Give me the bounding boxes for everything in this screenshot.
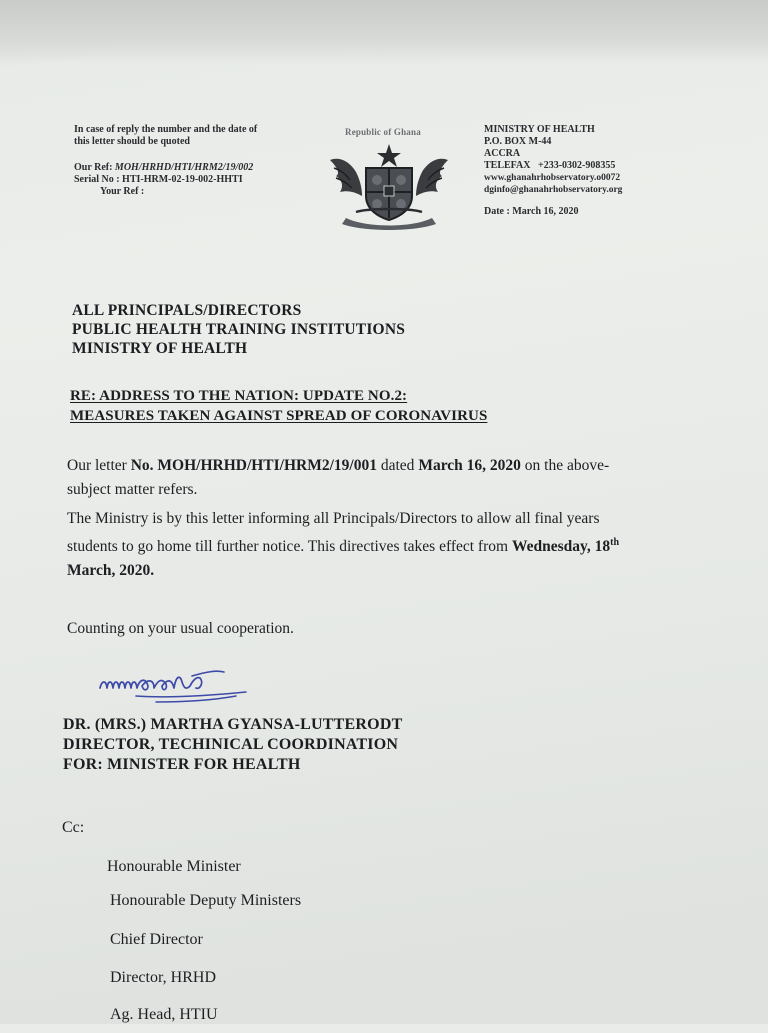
effective-day: Wednesday, 18 [511,538,611,556]
your-ref-label: Your Ref : [100,186,145,197]
text-run: on the above- [520,457,610,474]
text-run: dated [376,457,419,474]
body-paragraph-2 [67,507,667,583]
addressee-line: PUBLIC HEALTH TRAINING INSTITUTIONS [72,321,406,338]
date-value: March 16, 2020 [512,206,579,217]
ministry-name: MINISTRY OF HEALTH [484,124,595,135]
subject-line: RE: ADDRESS TO THE NATION: UPDATE NO.2: [70,388,408,404]
serial-no [74,174,257,186]
email: dginfo@ghanahrhobservatory.org [484,185,623,195]
reference-date: March 16, 2020 [418,457,521,474]
city: ACCRA [484,148,521,159]
cc-item: Ag. Head, HTIU [110,1006,218,1023]
signatory-title: DIRECTOR, TECHINICAL COORDINATION [63,736,399,753]
paragraph-line [67,454,667,478]
reply-note-line-2: this letter should be quoted [74,136,190,147]
paper-shadow [0,0,768,64]
closing-line: Counting on your usual cooperation. [67,620,294,637]
republic-label: Republic of Ghana [345,127,421,137]
signatory-for: FOR: MINISTER FOR HEALTH [63,756,301,773]
text-run: Our letter [67,457,131,474]
text-run: students to go home till further notice. This directives takes effect from [67,538,512,556]
po-box: P.O. BOX M-44 [484,136,552,147]
subject-line: MEASURES TAKEN AGAINST SPREAD OF CORONAVIRUS [70,408,488,424]
cc-item: Honourable Minister [107,858,241,875]
paragraph-line: The Ministry is by this letter informing all Principals/Directors to allow all final years [67,510,600,527]
letter-date [484,206,622,218]
subject-heading [70,386,487,426]
reply-note-line-1: In case of reply the number and the date of [74,124,258,135]
coat-eagle-right [416,159,448,196]
cc-item: Director, HRHD [110,969,216,986]
cc-item: Chief Director [110,931,203,948]
addressee-line: MINISTRY OF HEALTH [72,340,248,357]
addressee-block [72,301,405,358]
signatory-block [63,715,402,775]
telefax: TELEFAX +233-0302-908355 [484,160,616,171]
ghana-coat-of-arms-icon [322,138,456,230]
ordinal-suffix: th [610,537,620,548]
date-label: Date : [484,206,510,217]
our-ref-label: Our Ref: [74,162,113,173]
handwritten-signature [96,664,296,710]
coat-star [377,144,401,167]
body-paragraph-1 [67,454,667,502]
signatory-name: DR. (MRS.) MARTHA GYANSA-LUTTERODT [63,716,403,733]
cc-label: Cc: [62,819,85,836]
addressee-line: ALL PRINCIPALS/DIRECTORS [72,302,302,319]
effective-date: March, 2020. [67,562,155,580]
reference-block [74,124,257,198]
website: www.ghanahrhobservatory.o0072 [484,173,621,183]
coat-eagle-left [330,159,362,196]
serial-value: HTI-HRM-02-19-002-HHTI [122,174,243,185]
cc-item: Honourable Deputy Ministers [110,892,302,909]
paragraph-line: subject matter refers. [67,481,198,498]
our-ref [74,162,257,174]
ministry-address [484,124,622,218]
paragraph-line [67,531,667,559]
reference-number: No. MOH/HRHD/HTI/HRM2/19/001 [130,457,377,474]
serial-label: Serial No : [74,174,120,185]
our-ref-value: MOH/HRHD/HTI/HRM2/19/002 [114,162,254,173]
